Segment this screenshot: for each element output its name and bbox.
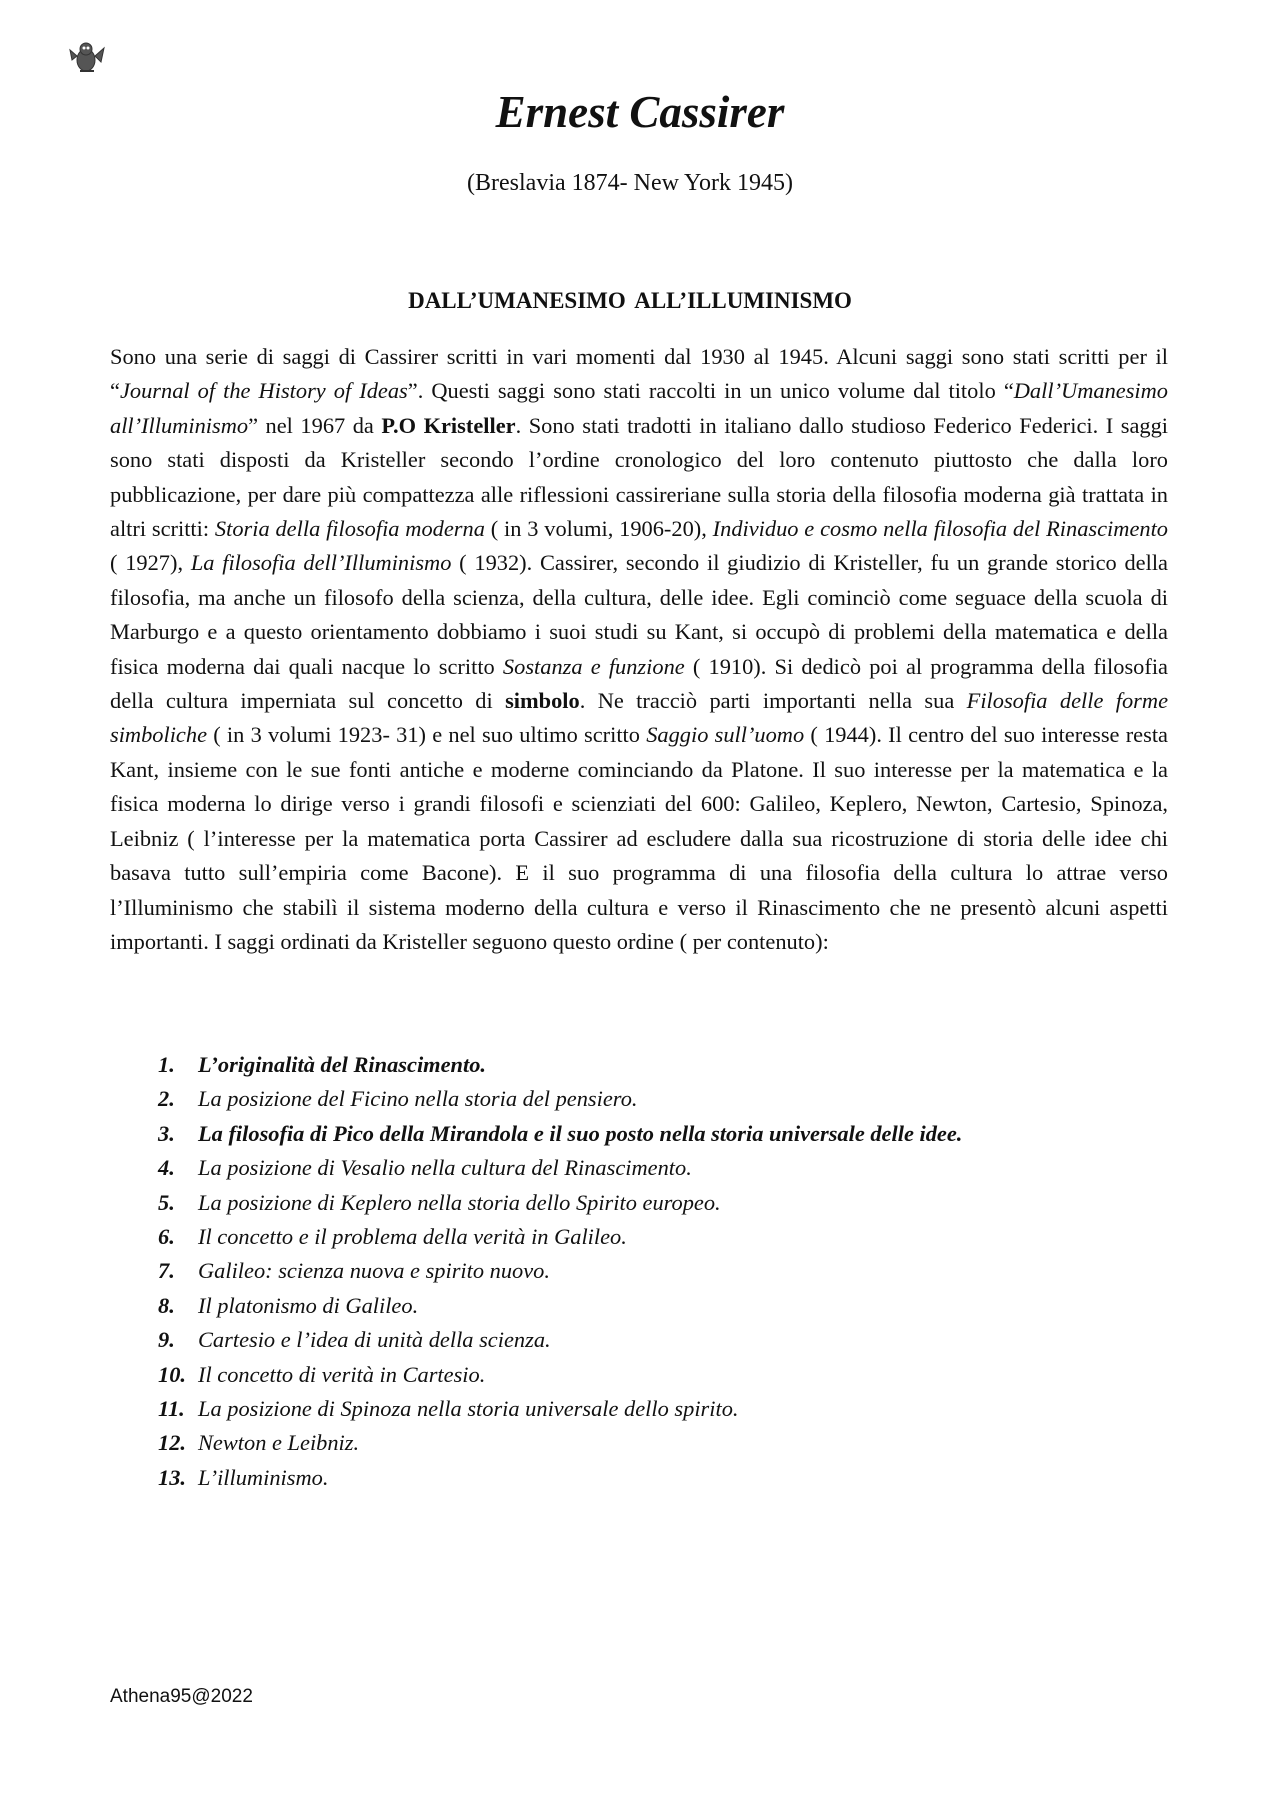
owl-icon [68, 40, 108, 76]
page-title: Ernest Cassirer [495, 87, 785, 137]
list-item: 6. Il concetto e il problema della verità in Galileo. [158, 1224, 627, 1250]
section-title: DALL’UMANESIMO ALL’ILLUMINISMO [408, 288, 852, 313]
page-subtitle: (Breslavia 1874- New York 1945) [467, 170, 793, 196]
list-item: 2. La posizione del Ficino nella storia del pensiero. [158, 1086, 638, 1112]
list-item: 9. Cartesio e l’idea di unità della scienza. [158, 1327, 551, 1353]
list-item: 11. La posizione di Spinoza nella storia universale dello spirito. [158, 1396, 739, 1422]
list-item: 3. La filosofia di Pico della Mirandola e il suo posto nella storia universale delle idee. [158, 1120, 963, 1146]
list-item: 5. La posizione di Keplero nella storia dello Spirito europeo. [158, 1189, 721, 1215]
list-item: 13. L’illuminismo. [158, 1464, 329, 1490]
list-item: 12. Newton e Leibniz. [158, 1430, 360, 1456]
list-item: 1. L’originalità del Rinascimento. [158, 1052, 486, 1077]
list-item: 10. Il concetto di verità in Cartesio. [158, 1361, 486, 1387]
list-item: 7. Galileo: scienza nuova e spirito nuovo. [158, 1258, 550, 1284]
intro-paragraph: Sono una serie di saggi di Cassirer scritti in vari momenti dal 1930 al 1945. Alcuni saggi sono stati scritti per il “Journal of the History of Ideas”. Questi saggi sono stati raccolti in un unico volume dal titolo “Dall’Umanesimo all’Illuminismo” nel 1967 da P.O Kristeller. Sono stati tradotti in italiano dallo studioso Federico Federici. I saggi sono stati disposti da Kristeller secondo l’ordine cronologico del loro contenuto piuttosto che dalla loro pubblicazione, per dare più compattezza alle riflessioni cassireriane sulla storia della filosofia moderna già trattata in altri scritti: Storia della filosofia moderna ( in 3 volumi, 1906-20), Individuo e cosmo nella filosofia del Rinascimento ( 1927), La filosofia dell’Illuminismo ( 1932). Cassirer, secondo il giudizio di Kristeller, fu un grande storico della filosofia, ma anche un filosofo della scienza, della cultura, delle idee. Egli cominciò come seguace della scuola di Marburgo e a questo orientamento dobbiamo i suoi studi su Kant, si occupò di problemi della matematica e della fisica moderna dai quali nacque lo scritto Sostanza e funzione ( 1910). Si dedicò poi al programma della filosofia della cultura imperniata sul concetto di simbolo. Ne tracciò parti importanti nella sua Filosofia delle forme simboliche ( in 3 volumi 1923- 31) e nel suo ultimo scritto Saggio sull’uomo ( 1944). Il centro del suo interesse resta Kant, insieme con le sue fonti antiche e moderne cominciando da Platone. Il suo interesse per la matematica e la fisica moderna lo dirige verso i grandi filosofi e scienziati del 600: Galileo, Keplero, Newton, Cartesio, Spinoza, Leibniz ( l’interesse per la matematica porta Cassirer ad escludere dalla sua ricostruzione di storia delle idee chi basava tutto sull’empiria come Bacone). E il suo programma di una filosofia della cultura lo attrae verso l’Illuminismo che stabilì il sistema moderno della cultura e verso il Rinascimento che ne presentò alcuni aspetti importanti. I saggi ordinati da Kristeller seguono questo ordine ( per contenuto): [110, 344, 1169, 954]
footer-credit: Athena95@2022 [110, 1686, 253, 1707]
essay-list [158, 1048, 962, 1495]
list-item: 8. Il platonismo di Galileo. [158, 1292, 419, 1318]
list-item: 4. La posizione di Vesalio nella cultura del Rinascimento. [158, 1155, 692, 1181]
